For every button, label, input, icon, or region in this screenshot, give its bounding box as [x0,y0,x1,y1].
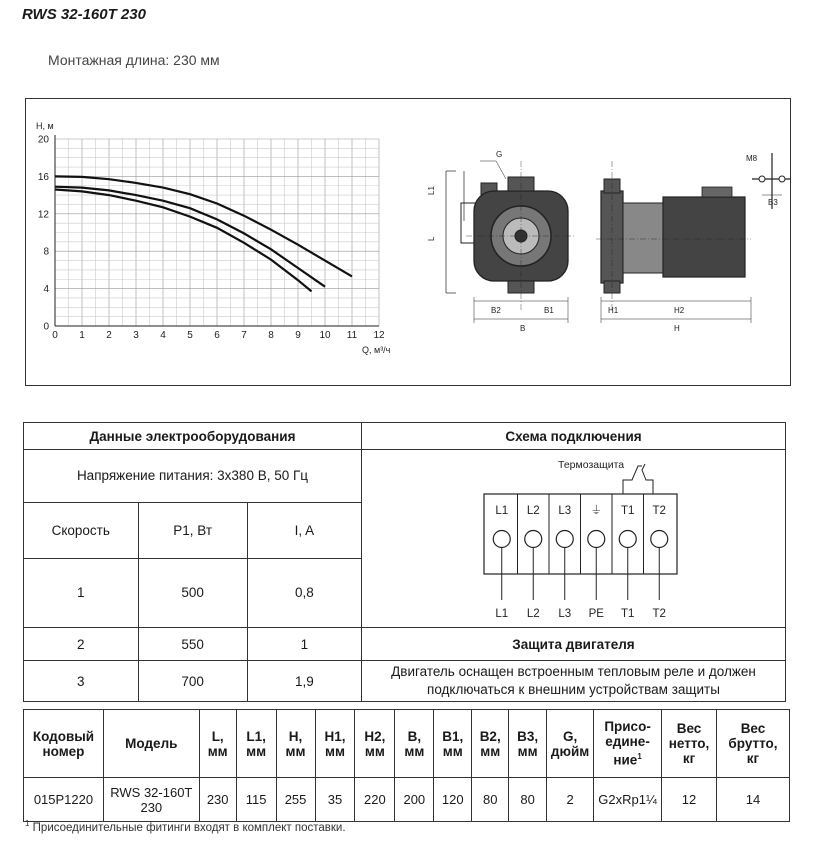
spec-value: 80 [472,778,509,822]
spec-header-line: нетто, [668,736,710,751]
current-value: 1 [247,628,361,661]
protection-text-line: подключаться к внешним устройствам защиты [427,682,720,697]
spec-col-header [662,710,717,778]
terminal-label-bottom: PE [588,608,604,620]
spec-col-header [716,710,789,778]
x-tick-label: 2 [106,330,112,341]
spec-header-line: кг [746,751,760,766]
spec-header-line: мм [480,743,501,759]
spec-value: 12 [662,778,717,822]
col-current: I, A [247,502,361,558]
thermal-switch-symbol [623,466,642,488]
spec-value: 220 [355,778,395,822]
y-tick-label: 8 [43,246,49,258]
spec-header-line: Кодовый [32,728,95,744]
x-tick-label: 0 [52,330,58,341]
thermal-switch-symbol [642,464,653,488]
supply-voltage: Напряжение питания: 3х380 В, 50 Гц [24,450,362,503]
spec-header-line: B1, [442,728,464,744]
spec-header-line: L1, [246,728,266,744]
electrical-table [23,422,786,702]
front-view-drawing [446,161,576,323]
protection-title: Защита двигателя [361,628,785,661]
spec-header-line: мм [246,743,267,759]
dimension-label: G [496,151,503,159]
spec-value: 255 [276,778,315,822]
side-view-drawing [596,161,751,323]
protection-text [361,661,785,702]
terminal-screw [525,531,542,548]
power-value: 550 [138,628,247,661]
current-value: 0,8 [247,558,361,627]
spec-header-line: едине- [605,734,650,750]
speed-value: 3 [24,661,139,702]
spec-header-line: Вес [676,721,702,736]
y-tick-label: 12 [37,209,49,221]
dimension-label: B1 [544,306,554,315]
y-tick-label: 20 [37,134,49,146]
spec-col-header [236,710,276,778]
current-value: 1,9 [247,661,361,702]
footnote-text: Присоединительные фитинги входят в комплект поставки. [32,821,346,834]
terminal-screw [588,531,605,548]
spec-col-header [315,710,355,778]
terminal-label-bottom: L2 [526,608,540,620]
spec-col-header [103,710,199,778]
model-name: RWS 32-160T 230 [103,778,199,822]
terminal-label-bottom: L3 [558,608,572,620]
spec-value: 200 [395,778,434,822]
spec-header-line: Вес [740,721,766,736]
wiring-diagram [362,450,785,624]
spec-col-header [509,710,547,778]
col-power: P1, Вт [138,502,247,558]
spec-header-line: B, [407,728,422,744]
y-tick-label: 0 [43,321,49,333]
thermal-protection-label: Термозащита [557,459,625,471]
spec-data-row [24,778,790,822]
spec-header-line: мм [517,743,538,759]
spec-header-line: мм [364,743,385,759]
performance-chart [26,99,406,385]
dimension-label: M8 [746,154,758,163]
dimension-label: H2 [674,306,685,315]
terminal-screw [651,531,668,548]
x-tick-label: 11 [346,330,358,341]
x-tick-label: 12 [373,330,385,341]
dimension-label: L [427,236,436,241]
spec-col-header [434,710,472,778]
wiring-diagram-cell [361,450,785,628]
x-axis-label: Q, м³/ч [362,345,391,355]
speed-value: 1 [24,558,139,627]
x-tick-label: 6 [214,330,220,341]
spec-header-line: Присо- [604,719,651,735]
spec-header-line: номер [42,743,85,759]
x-tick-label: 3 [133,330,139,341]
spec-header-line: B3, [517,728,539,744]
spec-header-line: дюйм [550,743,590,759]
spec-value: G2xRp1¼ [594,778,662,822]
protection-text-line: Двигатель оснащен встроенным тепловым реле и должен [391,664,756,679]
spec-col-header [594,710,662,778]
spec-header-line: H1, [324,728,346,744]
terminal-label-bottom: L1 [495,608,509,620]
terminal-screw [493,531,510,548]
terminal-label-bottom: T1 [621,608,635,620]
spec-col-header [24,710,104,778]
spec-header-line: G, [562,728,578,744]
mounting-length: Монтажная длина: 230 мм [48,52,220,68]
spec-header-line: B2, [479,728,501,744]
x-tick-label: 1 [79,330,85,341]
terminal-label-top: T1 [621,505,635,517]
terminal-label-top: L2 [526,505,540,517]
spec-header-line: мм [207,743,228,759]
spec-col-header [472,710,509,778]
y-tick-label: 4 [43,284,49,296]
dimension-label: L1 [427,186,436,195]
spec-col-header [355,710,395,778]
spec-value: 35 [315,778,355,822]
power-value: 700 [138,661,247,702]
col-speed: Скорость [24,502,139,558]
code-number: 015P1220 [24,778,104,822]
wiring-section-title: Схема подключения [361,423,785,450]
spec-col-header [199,710,236,778]
dimension-label: B3 [768,198,778,207]
spec-header-line: мм [324,743,345,759]
spec-header-line: H2, [364,728,386,744]
spec-header-line: L, [211,728,224,744]
dimension-label: H1 [608,306,619,315]
spec-header-line: кг [682,751,696,766]
spec-header-line [596,749,659,768]
chart-grid [55,139,379,326]
spec-header-line: брутто, [728,736,778,751]
y-tick-label: 16 [37,171,49,183]
spec-col-header [395,710,434,778]
dimension-label: B [520,324,526,333]
x-tick-label: 8 [268,330,274,341]
dimension-label: B2 [491,306,501,315]
spec-header-line: ние [613,752,638,768]
footnote [25,819,346,834]
x-tick-label: 9 [295,330,301,341]
spec-header-line: H, [288,728,303,744]
footnote-mark: 1 [25,819,30,828]
spec-header-line: мм [442,743,463,759]
speed-value: 2 [24,628,139,661]
spec-header-line: мм [285,743,306,759]
spec-value: 2 [547,778,594,822]
spec-col-header [547,710,594,778]
electrical-section-title: Данные электрооборудования [24,423,362,450]
spec-value: 14 [716,778,789,822]
spec-header-row [24,710,790,778]
graph-panel [25,98,791,386]
spec-value: 120 [434,778,472,822]
terminal-label-top: ⏚ [590,505,602,517]
x-tick-label: 7 [241,330,247,341]
footnote-mark: 1 [637,752,642,762]
terminal-screw [556,531,573,548]
dimension-label: H [674,324,680,333]
spec-header-line: мм [404,743,425,759]
page-title: RWS 32-160T 230 [22,6,146,23]
curve-speed-3 [55,190,312,292]
x-tick-label: 10 [319,330,331,341]
spec-value: 115 [236,778,276,822]
terminal-label-top: L3 [558,505,572,517]
terminal-screw [619,531,636,548]
spec-header-line: Модель [125,736,178,751]
power-value: 500 [138,558,247,627]
spec-value: 230 [199,778,236,822]
spec-col-header [276,710,315,778]
y-axis-label: H, м [36,121,54,131]
terminal-label-top: T2 [652,505,666,517]
pump-drawings [416,151,791,381]
spec-table [23,709,790,822]
spec-value: 80 [509,778,547,822]
terminal-label-bottom: T2 [652,608,666,620]
x-tick-label: 4 [160,330,166,341]
x-tick-label: 5 [187,330,193,341]
terminal-label-top: L1 [495,505,509,517]
